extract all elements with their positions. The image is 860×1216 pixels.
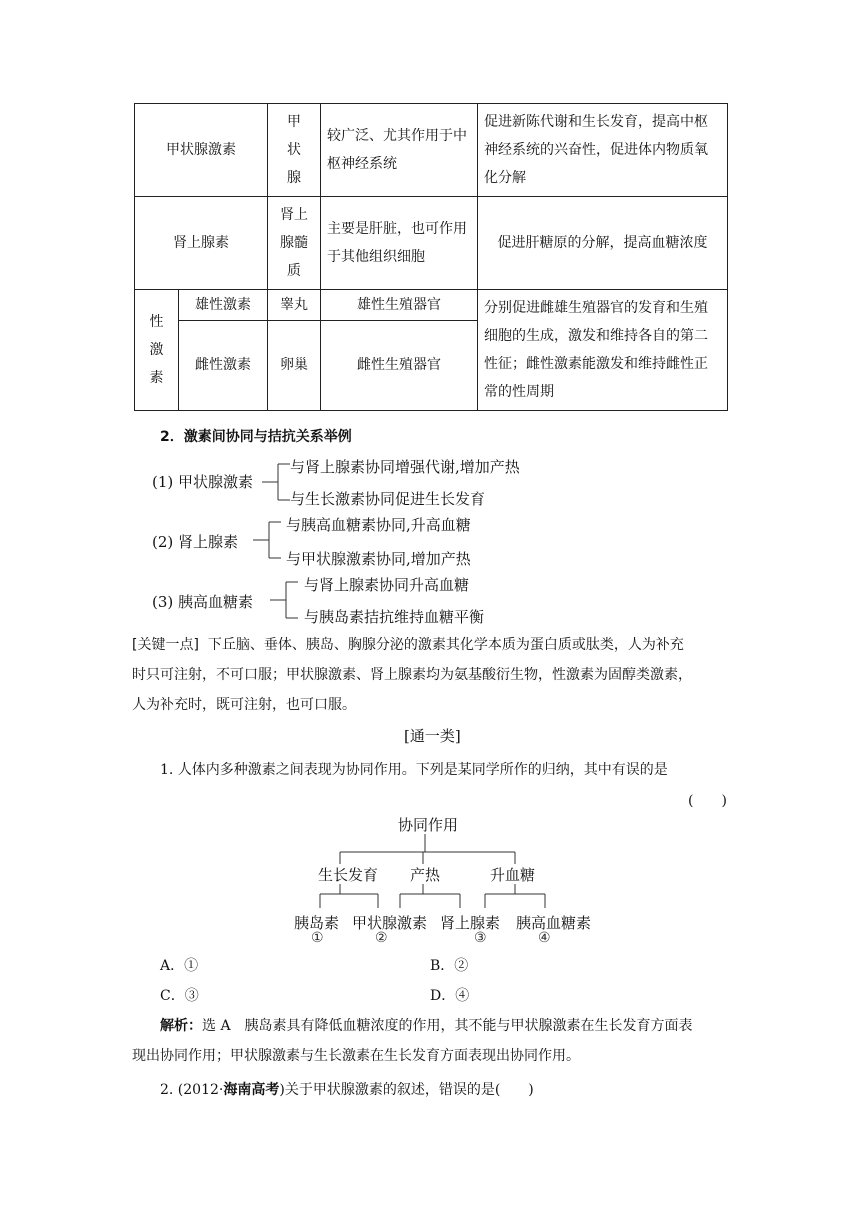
- secreting-organ: 甲 状 腺: [268, 104, 321, 197]
- diagram-mark: ①: [311, 930, 324, 946]
- option-d[interactable]: D．④: [430, 988, 470, 1004]
- option-a[interactable]: A．①: [160, 958, 199, 974]
- tree-branch: 与肾上腺素协同升高血糖: [304, 576, 470, 594]
- diagram-bottom: 甲状腺激素: [352, 914, 428, 932]
- target-cells: 主要是肝脏，也可作用于其他组织细胞: [321, 197, 478, 290]
- tree-root-label: (3) 胰高血糖素: [152, 593, 254, 611]
- hormone-name: 甲状腺激素: [135, 104, 268, 197]
- secreting-organ: 肾上 腺髓 质: [268, 197, 321, 290]
- question-2-text: 2. (2012·海南高考)关于甲状腺激素的叙述，错误的是( ): [160, 1082, 534, 1098]
- tree-bracket: [262, 460, 292, 505]
- key-point: [关键一点] 下丘脑、垂体、胰岛、胸腺分泌的激素其化学本质为蛋白质或肽类，人为补充 时只可注射，不可口服；甲状腺激素、肾上腺素均为氨基酸衍生物，性激素为固醇类激素， 人为补充时，既可注射，也可口服。: [132, 637, 692, 713]
- diagram-mid: 生长发育: [318, 866, 379, 884]
- diagram-bottom: 胰高血糖素: [516, 914, 592, 932]
- tree-branch: 与胰岛素拮抗维持血糖平衡: [304, 608, 485, 626]
- target-cells: 雄性生殖器官: [321, 290, 478, 321]
- tree-branch: 与甲状腺激素协同,增加产热: [286, 550, 471, 568]
- tree-bracket: [253, 518, 283, 563]
- hormone-function: 促进新陈代谢和生长发育，提高中枢神经系统的兴奋性，促进体内物质氧化分解: [478, 104, 728, 197]
- tree-branch: 与肾上腺素协同增强代谢,增加产热: [290, 458, 520, 476]
- tree-bracket: [270, 578, 300, 623]
- diagram-mark: ②: [375, 930, 388, 946]
- hormone-name: 肾上腺素: [135, 197, 268, 290]
- diagram-top: 协同作用: [398, 816, 459, 834]
- diagram-bottom: 胰岛素: [294, 914, 340, 932]
- analysis-label: 解析：: [160, 1018, 202, 1034]
- section-title: 2．激素间协同与拮抗关系举例: [160, 429, 352, 445]
- table-row: [135, 104, 728, 197]
- tree-branch: 与胰高血糖素协同,升高血糖: [286, 516, 471, 534]
- hormone-name: 雄性激素: [179, 290, 268, 321]
- answer-paren: ( ): [688, 793, 727, 809]
- target-cells: 雌性生殖器官: [321, 320, 478, 410]
- table-row: [135, 290, 728, 321]
- option-b[interactable]: B．②: [430, 958, 469, 974]
- key-point-label: [关键一点]: [132, 637, 199, 653]
- question-1-text: 1. 人体内多种激素之间表现为协同作用。下列是某同学所作的归纳，其中有误的是: [160, 762, 668, 778]
- question-source: 海南高考: [223, 1082, 280, 1098]
- diagram-mid: 升血糖: [490, 866, 536, 884]
- table-row: [135, 197, 728, 290]
- target-cells: 较广泛、尤其作用于中枢神经系统: [321, 104, 478, 197]
- sex-hormone-group: 性 激 素: [135, 290, 179, 411]
- hormone-function: 促进肝糖原的分解，提高血糖浓度: [478, 197, 728, 290]
- tree-root-label: (1) 甲状腺激素: [152, 473, 254, 491]
- subsection-title: [通一类]: [404, 727, 461, 745]
- diagram-mark: ③: [474, 930, 487, 946]
- analysis-line-2: 现出协同作用；甲状腺激素与生长激素在生长发育方面表现出协同作用。: [132, 1048, 580, 1064]
- hormone-name: 雌性激素: [179, 320, 268, 410]
- analysis: 解析：选 A 胰岛素具有降低血糖浓度的作用，其不能与甲状腺激素在生长发育方面表: [160, 1018, 693, 1034]
- secreting-organ: 睾丸: [268, 290, 321, 321]
- diagram-mark: ④: [538, 930, 551, 946]
- hormone-function: 分别促进雌雄生殖器官的发育和生殖细胞的生成，激发和维持各自的第二性征；雌性激素能激发和维持雌性正常的性周期: [478, 290, 728, 411]
- tree-branch: 与生长激素协同促进生长发育: [290, 490, 486, 508]
- diagram-bottom: 肾上腺素: [440, 914, 501, 932]
- option-c[interactable]: C．③: [160, 988, 199, 1004]
- hormone-table: [134, 103, 728, 411]
- secreting-organ: 卵巢: [268, 320, 321, 410]
- diagram-mid: 产热: [410, 866, 441, 884]
- tree-root-label: (2) 肾上腺素: [152, 533, 239, 551]
